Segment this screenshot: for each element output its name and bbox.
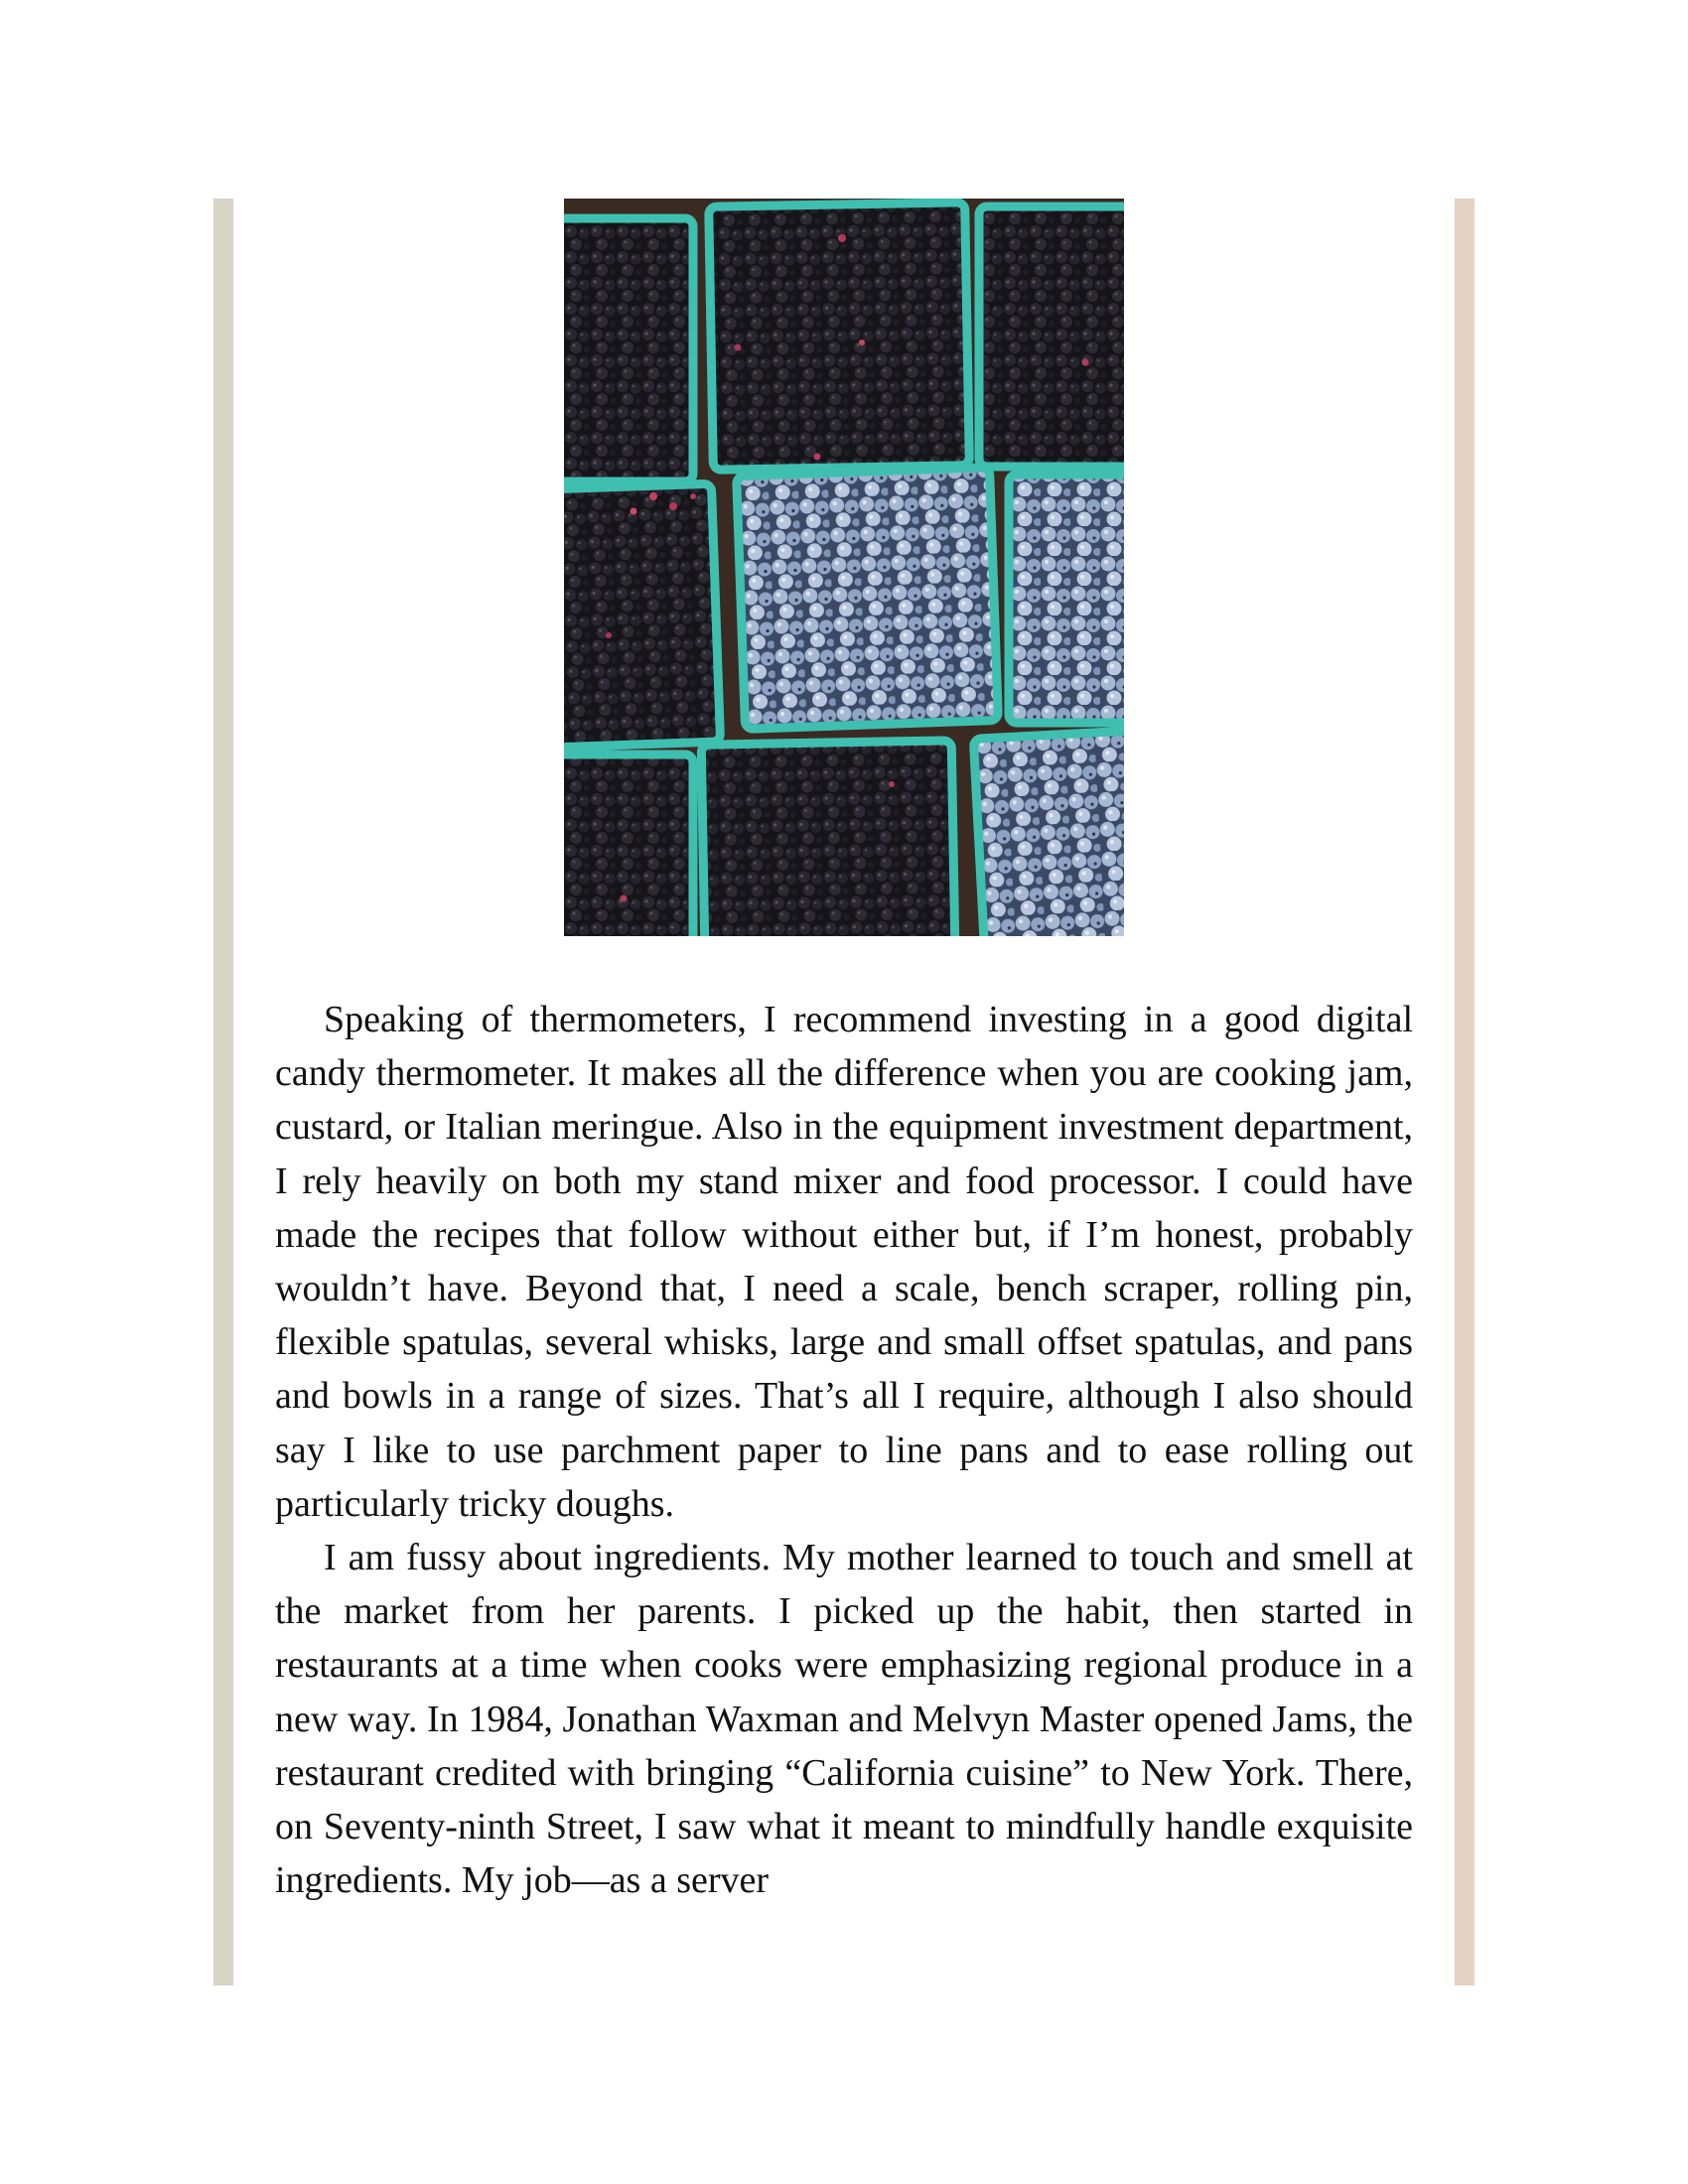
left-margin-rule <box>213 199 233 1985</box>
berries-photo-icon <box>564 199 1124 936</box>
berries-photo <box>564 199 1124 936</box>
body-text <box>275 993 1413 1907</box>
paragraph: I am fussy about ingredients. My mother learned to touch and smell at the market from her parents. I picked up the habit, then started in restaurants at a time when cooks were emphasizing regional produce in a new way. In 1984, Jonathan Waxman and Melvyn Master opened Jams, the restaurant credited with bringing “California cuisine” to New York. There, on Seventy-ninth Street, I saw what it meant to mindfully handle exquisite ingredients. My job—as a server <box>275 1537 1413 1902</box>
paragraph: Speaking of thermometers, I recommend investing in a good digital candy thermometer. It makes all the difference when you are cooking jam, custard, or Italian meringue. Also in the equipment investment department, I rely heavily on both my stand mixer and food processor. I could have made the recipes that follow without either but, if I’m honest, probably wouldn’t have. Beyond that, I need a scale, bench scraper, rolling pin, flexible spatulas, several whisks, large and small offset spatulas, and pans and bowls in a range of sizes. That’s all I require, although I also should say I like to use parchment paper to line pans and to ease rolling out particularly tricky doughs. <box>275 999 1413 1525</box>
right-margin-rule <box>1455 199 1475 1985</box>
